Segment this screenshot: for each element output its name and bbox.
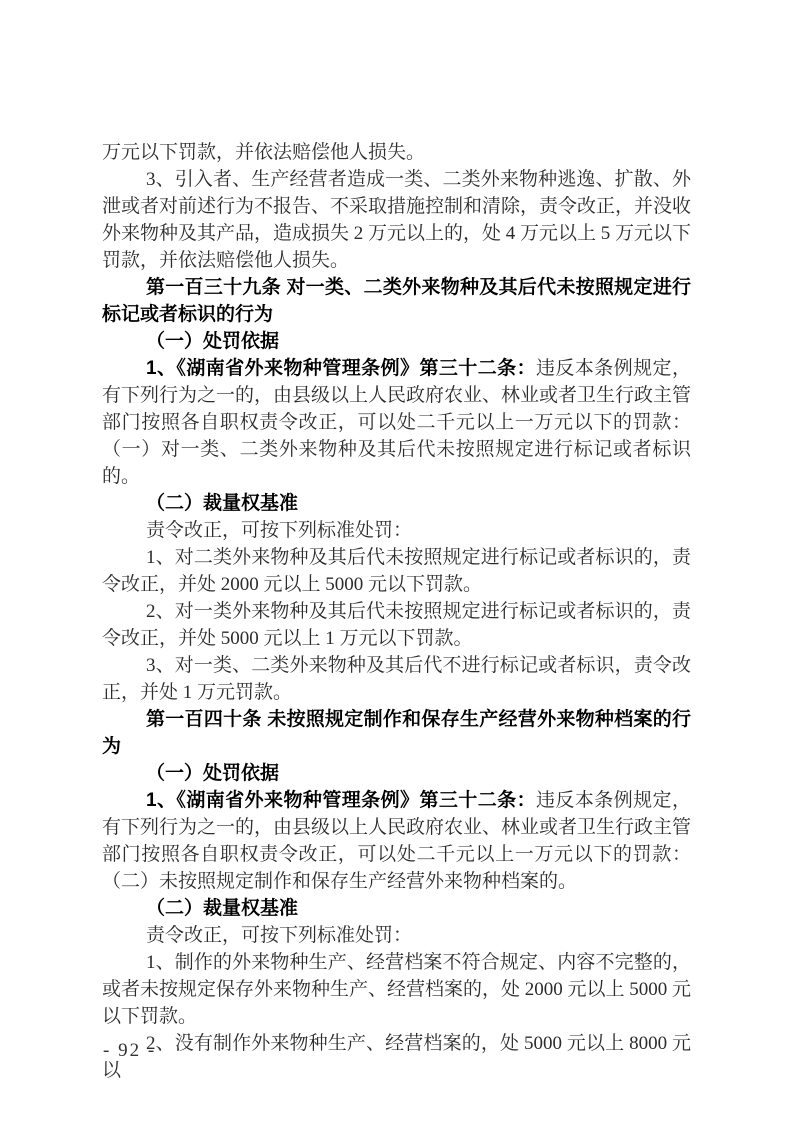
paragraph: 2、对一类外来物种及其后代未按照规定进行标记或者标识的，责令改正，并处 5000 元以上 1 万元以下罚款。 — [102, 601, 691, 649]
paragraph: 2、没有制作外来物种生产、经营档案的，处 5000 元以上 8000 元以 — [102, 1033, 691, 1081]
section-subheading: （二）裁量权基准 — [146, 493, 299, 514]
paragraph-text: 违反本条例规定，有下列行为之一的，由县级以上人民政府农业、林业或者卫生行政主管部门按照各自职权责令改正，可以处二千元以上一万元以下的罚款：（一）对一类、二类外来物种及其后代未按照规定进行标记或者标识的。 — [102, 358, 692, 487]
paragraph: 1、对二类外来物种及其后代未按照规定进行标记或者标识的，责令改正，并处 2000 元以上 5000 元以下罚款。 — [102, 547, 691, 595]
paragraph: 3、引入者、生产经营者造成一类、二类外来物种逃逸、扩散、外泄或者对前述行为不报告、不采取措施控制和清除，责令改正，并没收外来物种及其产品，造成损失 2 万元以上的，处 4 万元以上 5 万元以下罚款，并依法赔偿他人损失。 — [102, 169, 692, 271]
page-number: - 92 - — [103, 1040, 157, 1061]
paragraph: 责令改正，可按下列标准处罚： — [146, 925, 413, 946]
article-heading: 第一百三十九条 对一类、二类外来物种及其后代未按照规定进行标记或者标识的行为 — [102, 277, 691, 325]
section-subheading: （一）处罚依据 — [146, 763, 280, 784]
article-heading: 第一百四十条 未按照规定制作和保存生产经营外来物种档案的行为 — [102, 709, 691, 757]
paragraph-text: 违反本条例规定，有下列行为之一的，由县级以上人民政府农业、林业或者卫生行政主管部门按照各自职权责令改正，可以处二千元以上一万元以下的罚款：（二）未按照规定制作和保存生产经营外来物种档案的。 — [102, 790, 692, 892]
document-body — [102, 139, 691, 1084]
paragraph: 3、对一类、二类外来物种及其后代不进行标记或者标识，责令改正，并处 1 万元罚款。 — [102, 655, 691, 703]
paragraph-lead: 1、《湖南省外来物种管理条例》第三十二条： — [146, 790, 536, 811]
section-subheading: （一）处罚依据 — [146, 331, 280, 352]
paragraph: 1、制作的外来物种生产、经营档案不符合规定、内容不完整的，或者未按规定保存外来物种生产、经营档案的，处 2000 元以上 5000 元以下罚款。 — [102, 952, 692, 1027]
paragraph: 万元以下罚款，并依法赔偿他人损失。 — [102, 142, 426, 163]
paragraph — [102, 787, 691, 895]
paragraph-lead: 1、《湖南省外来物种管理条例》第三十二条： — [146, 358, 536, 379]
paragraph: 责令改正，可按下列标准处罚： — [146, 520, 413, 541]
paragraph — [102, 355, 691, 490]
section-subheading: （二）裁量权基准 — [146, 898, 299, 919]
